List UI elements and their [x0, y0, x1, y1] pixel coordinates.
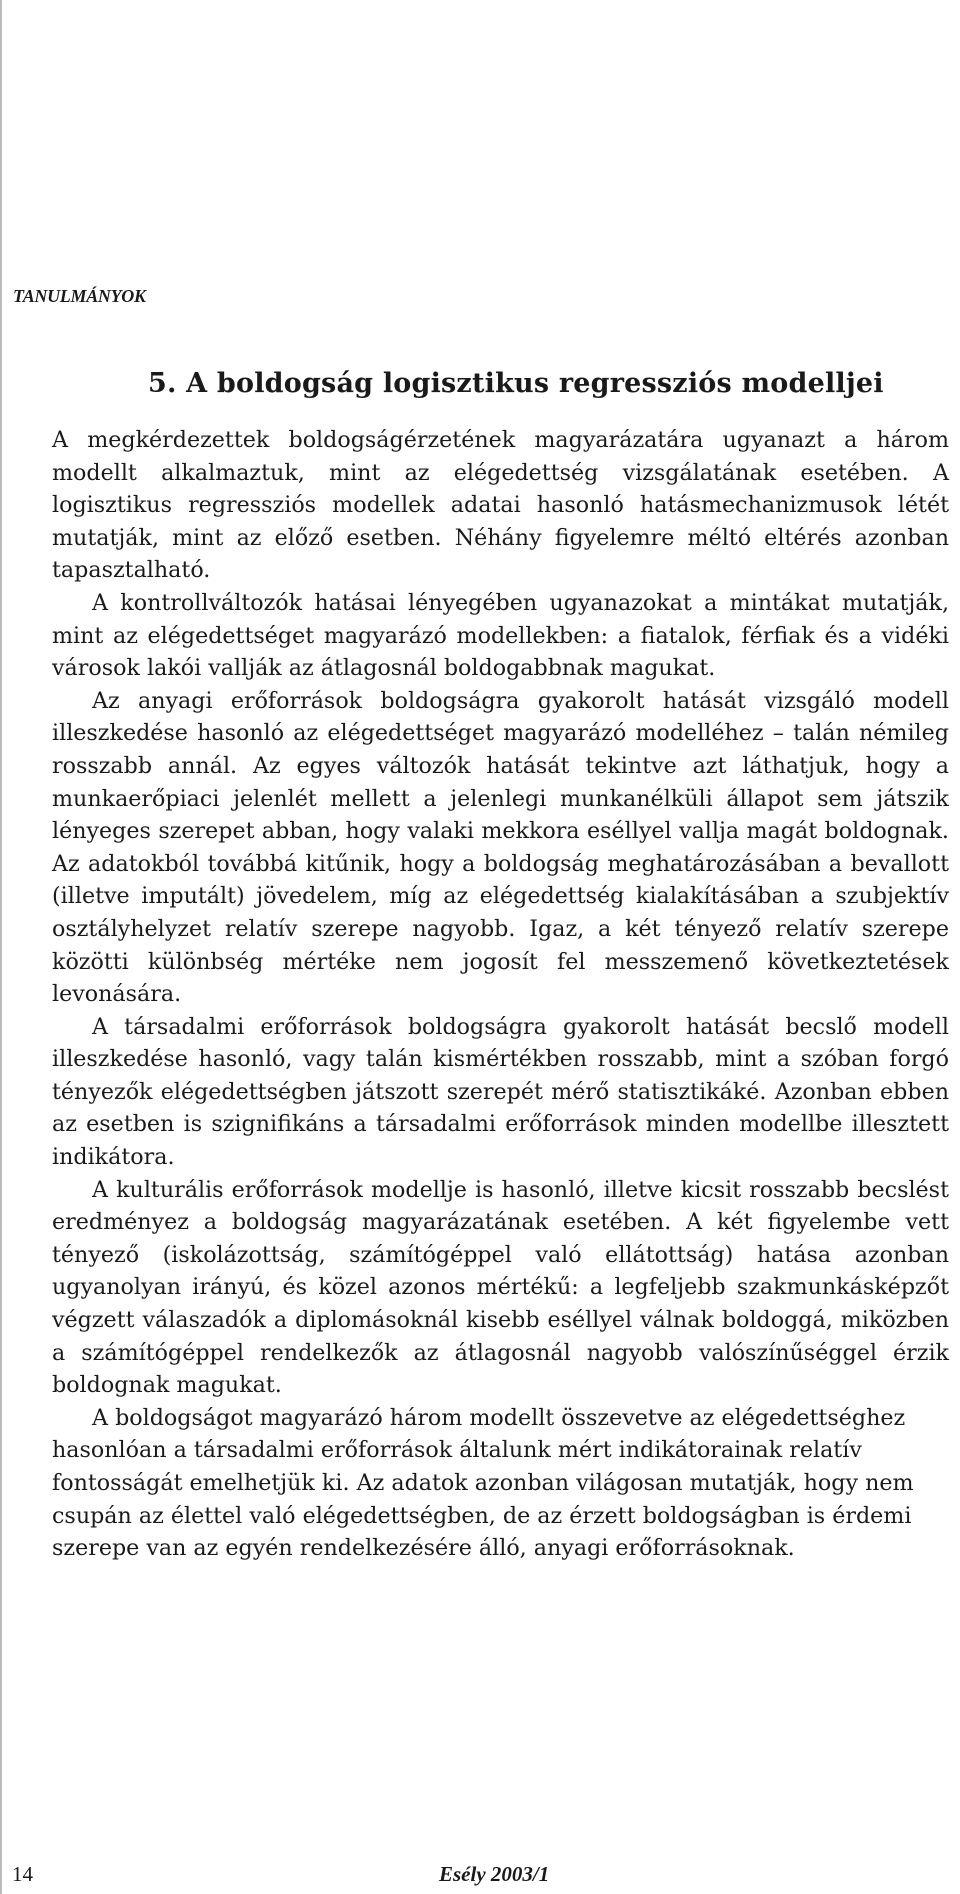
article-body: [52, 424, 949, 1565]
paragraph-material-resources: Az anyagi erőforrások boldogságra gyakorolt hatását vizsgáló modell illeszkedése hasonló az elégedettséget magyarázó modelléhez – talán némileg rosszabb annál. Az egyes változók hatását tekintve azt láthatjuk, hogy a munkaerőpiaci jelenlét mellett a jelenlegi munkanélküli állapot sem játszik lényeges szerepet abban, hogy valaki mekkora eséllyel vallja magát boldognak. Az adatokból továbbá kitűnik, hogy a boldogság meghatározásában a bevallott (illetve imputált) jövedelem, míg az elégedettség kialakításában a szubjektív osztályhelyzet relatív szerepe nagyobb. Igaz, a két tényező relatív szerepe közötti különbség mértéke nem jogosít fel messzemenő következtetések levonására.: [52, 687, 949, 1008]
paragraph-social-resources: A társadalmi erőforrások boldogságra gyakorolt hatását becslő modell illeszkedése hasonló, vagy talán kismértékben rosszabb, mint a szóban forgó tényezők elégedettségben játszott szerepét mérő statisztikáké. Azonban ebben az esetben is szignifikáns a társadalmi erőforrások minden modellbe illesztett indikátora.: [52, 1013, 949, 1171]
running-head: TANULMÁNYOK: [13, 286, 146, 306]
paragraph-control-variables: A kontrollváltozók hatásai lényegében ugyanazokat a mintákat mutatják, mint az elégedettséget magyarázó modellekben: a fiatalok, férfiak és a vidéki városok lakói vallják az átlagosnál boldogabbnak magukat.: [52, 589, 949, 682]
paragraph-intro: A megkérdezettek boldogságérzetének magyarázatára ugyanazt a három modellt alkalmaztuk, mint az elégedettség vizsgálatának esetében. A logisztikus regressziós modellek adatai hasonló hatásmechanizmusok létét mutatják, mint az előző esetben. Néhány figyelemre méltó eltérés azonban tapasztalható.: [52, 427, 949, 584]
page-left-edge: [0, 0, 2, 1894]
paragraph-cultural-resources: A kulturális erőforrások modellje is hasonló, illetve kicsit rosszabb becslést eredményez a boldogság magyarázatának esetében. A két figyelembe vett tényező (iskolázottság, számítógéppel való ellátottság) hatása azonban ugyanolyan irányú, és közel azonos mértékű: a legfeljebb szakmunkásképzőt végzett válaszadók a diplomásoknál kisebb eséllyel válnak boldoggá, miközben a számítógéppel rendelkezők az átlagosnál nagyobb valószínűséggel érzik boldognak magukat.: [52, 1176, 949, 1399]
paragraph-conclusion: A boldogságot magyarázó három modellt összevetve az elégedettséghez hasonlóan a társadalmi erőforrások általunk mért indikátorainak relatív fontosságát emelhetjük ki. Az adatok azonban világosan mutatják, hogy nem csupán az élettel való elégedettségben, de az érzett boldogságban is érdemi szerepe van az egyén rendelkezésére álló, anyagi erőforrásoknak.: [52, 1404, 914, 1562]
journal-reference: Esély 2003/1: [439, 1862, 550, 1886]
page-number: 14: [12, 1862, 33, 1886]
section-title: 5. A boldogság logisztikus regressziós modelljei: [148, 368, 884, 399]
